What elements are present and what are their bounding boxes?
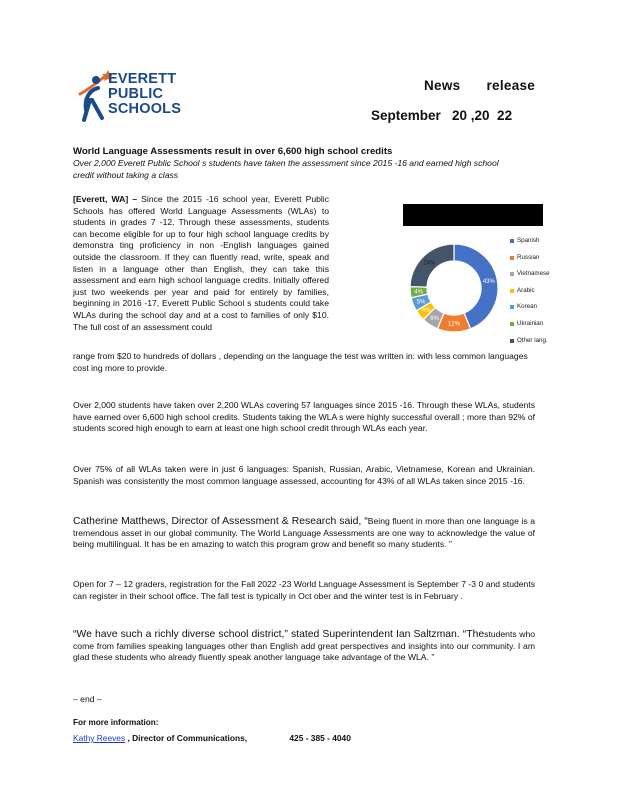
slice-label-4: 5% [416,299,426,306]
slice-label-0: 43% [482,279,495,286]
legend-swatch [510,256,514,260]
paragraph-1-tail: range from $20 to hundreds of dollars , depending on the language the test was written in: with less common languages cost ing more to provide. [73,351,528,373]
headline-title: World Language Assessments result in over 6,600 high school credits [73,146,393,157]
release-word: release [486,78,536,93]
quote-attribution: Catherine Matthews, Director of Assessment & Research said, “ [73,516,368,527]
legend-item-3 [510,288,594,305]
legend-label: Other lang. [517,336,548,344]
slice-label-3: 4% [421,308,431,315]
legend-label: Ukrainian [517,319,544,327]
legend-swatch [510,289,514,293]
logo-line-2: PUBLIC [108,86,164,102]
donut-chart [398,228,510,348]
release-date: September 20 ,20 22 [371,108,513,123]
legend-item-2 [510,271,594,288]
district-logo [76,70,226,130]
legend-item-4 [510,304,594,321]
legend-item-1 [510,255,594,272]
chart-title-bar [403,204,543,226]
legend-label: Spanish [517,237,540,244]
slice-label-1: 12% [447,321,461,328]
legend-label: Vietnamese [517,270,550,278]
paragraph-4-text: Being fluent in more than one language is a tremendous asset in our global community. The World Language Assessments are one way to acknowledge the value of being multilingual. It has be en amazing to watch this program grow and benefit so many students. ” [73,516,535,550]
contact-phone: 425 - 385 - 4040 [289,733,351,743]
legend-swatch [510,305,514,309]
paragraph-2: Over 2,000 students have taken over 2,200 WLAs covering 57 languages since 2015 -16. Through these WLAs, students have earned over 6,600 high school credits. Students taking the WLA s were highly successful overall ; more than 92% of students scored high enough to earn at least one high school credit through WLAs each year. [73,400,535,434]
more-info-label: For more information: [73,718,159,727]
paragraph-4 [73,516,535,551]
legend-item-6 [510,338,594,355]
contact-title: , Director of Communications, [125,733,250,743]
paragraph-3: Over 75% of all WLAs taken were in just 6 languages: Spanish, Russian, Arabic, Vietnamese, Korean and Ukrainian. Spanish was consistently the most common language assessed, accounting for 43% of all WLAs taken since 2015 -16. [73,464,535,486]
paragraph-1 [73,194,329,333]
headline-subtitle: Over 2,000 Everett Public School s students have taken the assessment since 2015 -16 and earned high school credit without taking a class [73,158,499,180]
slice-label-2: 6% [430,315,439,322]
end-marker: – end – [73,694,102,704]
legend-label: Russian [517,253,540,261]
legend-swatch [510,239,514,243]
superintendent-quote-lead: “We have such a richly diverse school district,” stated Superintendent Ian Saltzman. “The [73,629,485,640]
dateline: [Everett, WA] – [73,194,138,204]
legend-item-0 [510,238,594,255]
legend-item-5 [510,321,594,338]
legend-swatch [510,339,514,343]
news-word: News [424,78,461,93]
logo-figure-icon [76,70,112,130]
paragraph-1-text: Since the 2015 -16 school year, Everett Public Schools has offered World Language Assessments (WLAs) to students in grades 7 -12. Through these assessments, students can become eligible for up to four high school language credits by demonstra ting proficiency in non -English languages gained outside the classroom. If they can fluently read, write, speak and listen in a language other than English, they can take this assessment and earn high school language credits. Initially offered just two weekends per year and paid for entirely by families, beginning in 2016 -17, Everett Public School s students could take WLAs during the school day and at a cost to families of only $10. The full cost of an assessment could [73,194,329,332]
paragraph-6 [73,629,535,664]
slice-label-6: 24% [423,260,436,267]
legend-swatch [510,322,514,326]
news-release-label [424,80,535,92]
logo-line-1: EVERETT [108,71,177,87]
paragraph-5: Open for 7 – 12 graders, registration for the Fall 2022 -23 World Language Assessment is September 7 -3 0 and students can register in their school office. The fall test is typically in Oct ober and the winter test is in February . [73,579,535,601]
contact-line [73,733,351,745]
legend-swatch [510,272,514,276]
contact-name-link[interactable]: Kathy Reeves [73,733,126,743]
logo-line-3: SCHOOLS [108,101,182,117]
slice-label-5: 4% [414,289,423,296]
chart-legend [510,238,594,354]
paragraph-6-text: students who come from families speaking languages other than English add great perspectives and insights into our community. I am glad these students who already fluently speak another language take advantage of the WLA. ” [73,629,536,663]
language-chart [398,204,594,354]
legend-label: Korean [517,303,537,311]
legend-label: Arabic [517,286,535,294]
